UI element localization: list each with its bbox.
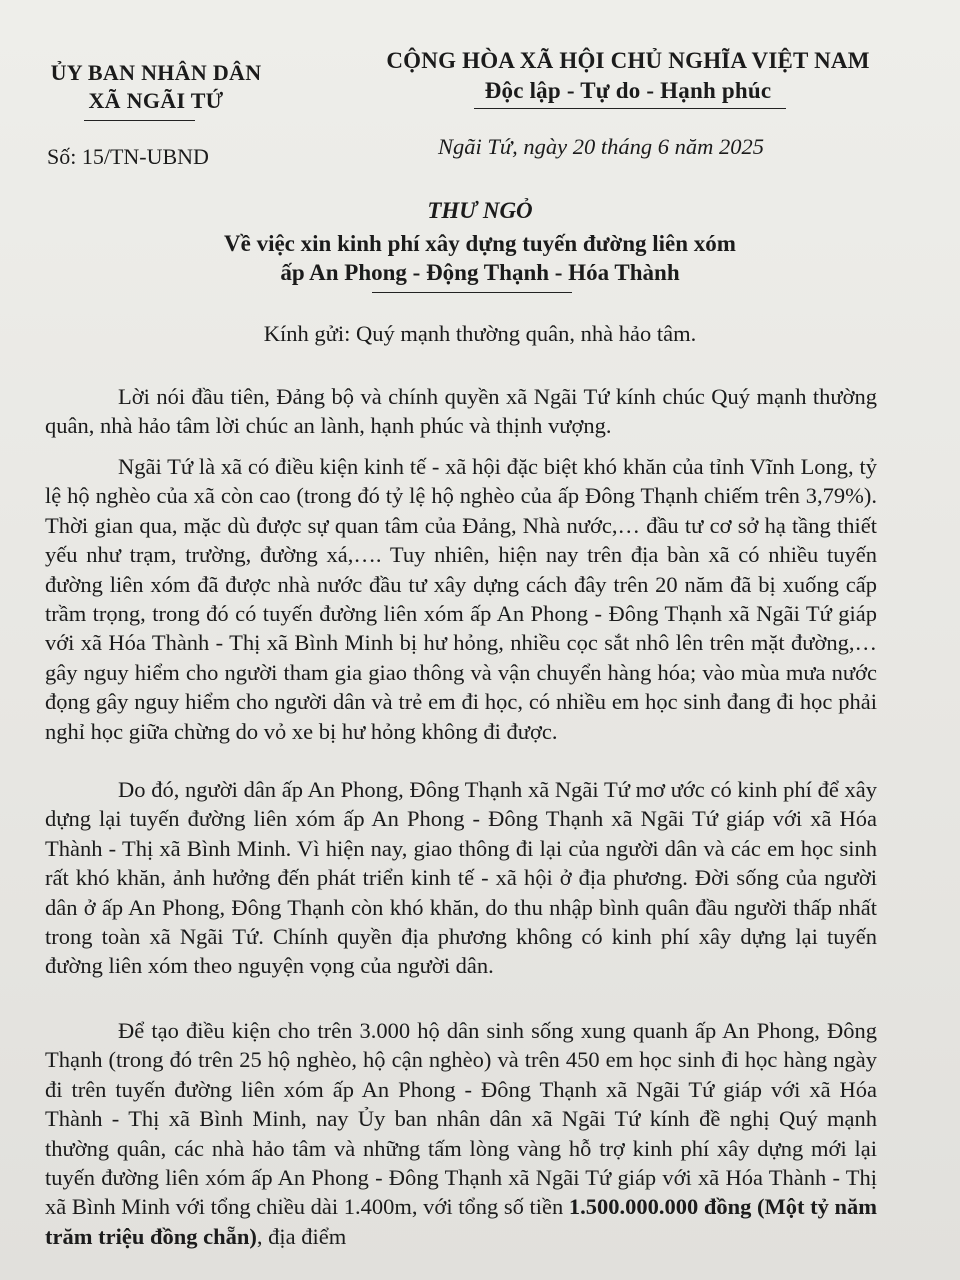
nation-title: CỘNG HÒA XÃ HỘI CHỦ NGHĨA VIỆT NAM [386, 48, 870, 73]
org-name-line2: XÃ NGÃI TỨ [88, 88, 224, 113]
org-underline [84, 120, 195, 121]
document-title: THƯ NGỎ [427, 198, 533, 223]
salutation: Kính gửi: Quý mạnh thường quân, nhà hảo tâm. [263, 321, 697, 346]
motto-underline [474, 108, 786, 109]
body-paragraph-2: Ngãi Tứ là xã có điều kiện kinh tế - xã hội đặc biệt khó khăn của tỉnh Vĩnh Long, tỷ lệ hộ nghèo của xã còn cao (trong đó tỷ lệ hộ nghèo của ấp Đông Thạnh chiếm trên 3,79%). Thời gian qua, mặc dù được sự quan tâm của Đảng, Nhà nước,… đầu tư cơ sở hạ tầng thiết yếu như trạm, trường, đường xá,…. Tuy nhiên, hiện nay trên địa bàn xã có nhiều tuyến đường liên xóm đã được nhà nước đầu tư xây dựng cách đây trên 20 năm đã bị xuống cấp trầm trọng, trong đó có tuyến đường liên xóm ấp An Phong - Đông Thạnh xã Ngãi Tứ giáp với xã Hóa Thành - Thị xã Bình Minh bị hư hỏng, nhiều cọc sắt nhô lên trên mặt đường,… gây nguy hiểm cho người tham gia giao thông và vận chuyển hàng hóa; vào mùa mưa nước đọng gây nguy hiểm cho người dân và trẻ em đi học, có nhiều em học sinh đang đi học phải nghỉ học giữa chừng do vỏ xe bị hư hỏng không đi được. [45, 454, 877, 744]
paragraph-4-text: Để tạo điều kiện cho trên 3.000 hộ dân sinh sống xung quanh ấp An Phong, Đông Thạnh (trong đó trên 25 hộ nghèo, hộ cận nghèo) và trên 450 em học sinh đi học hàng ngày đi trên tuyến đường liên xóm ấp An Phong - Đông Thạnh xã Ngãi Tứ giáp với xã Hóa Thành - Thị xã Bình Minh, nay Ủy ban nhân dân xã Ngãi Tứ kính đề nghị Quý mạnh thường quân, các nhà hảo tâm và những tấm lòng vàng hỗ trợ kinh phí xây dựng mới lại tuyến đường liên xóm ấp An Phong - Đông Thạnh xã Ngãi Tứ giáp với xã Hóa Thành - Thị xã Bình Minh với tổng chiều dài 1.400m, với tổng số tiền [45, 1018, 877, 1220]
paragraph-4-tail: , địa điểm [256, 1223, 347, 1249]
funding-amount: 1.500.000.000 đồng (Một tỷ năm trăm triệu đồng chẵn) [45, 1194, 878, 1249]
body-paragraph-3: Do đó, người dân ấp An Phong, Đông Thạnh xã Ngãi Tứ mơ ước có kinh phí để xây dựng lại tuyến đường liên xóm ấp An Phong - Đông Thạnh xã Ngãi Tứ giáp với xã Hóa Thành - Thị xã Bình Minh. Vì hiện nay, giao thông đi lại của người dân và các em học sinh rất khó khăn, ảnh hưởng đến phát triển kinh tế - xã hội ở địa phương. Đời sống của người dân ở ấp An Phong, Đông Thạnh còn khó khăn, do thu nhập bình quân đầu người thấp nhất trong toàn xã Ngãi Tứ. Chính quyền địa phương không có kinh phí xây dựng lại tuyến đường liên xóm theo nguyện vọng của người dân. [45, 777, 877, 979]
org-name-line1: ỦY BAN NHÂN DÂN [50, 60, 262, 85]
subject-line-2: ấp An Phong - Động Thạnh - Hóa Thành [280, 260, 680, 285]
body-paragraph-1: Lời nói đầu tiên, Đảng bộ và chính quyền xã Ngãi Tứ kính chúc Quý mạnh thường quân, nhà hảo tâm lời chúc an lành, hạnh phúc và thịnh vượng. [45, 384, 877, 439]
subject-line-1: Về việc xin kinh phí xây dựng tuyến đường liên xóm [224, 231, 736, 256]
nation-motto: Độc lập - Tự do - Hạnh phúc [484, 78, 772, 103]
document-number: Số: 15/TN-UBND [47, 144, 209, 169]
subject-underline [372, 292, 572, 293]
body-paragraph-4 [45, 1016, 877, 1251]
document-date: Ngãi Tứ, ngày 20 tháng 6 năm 2025 [438, 134, 765, 159]
